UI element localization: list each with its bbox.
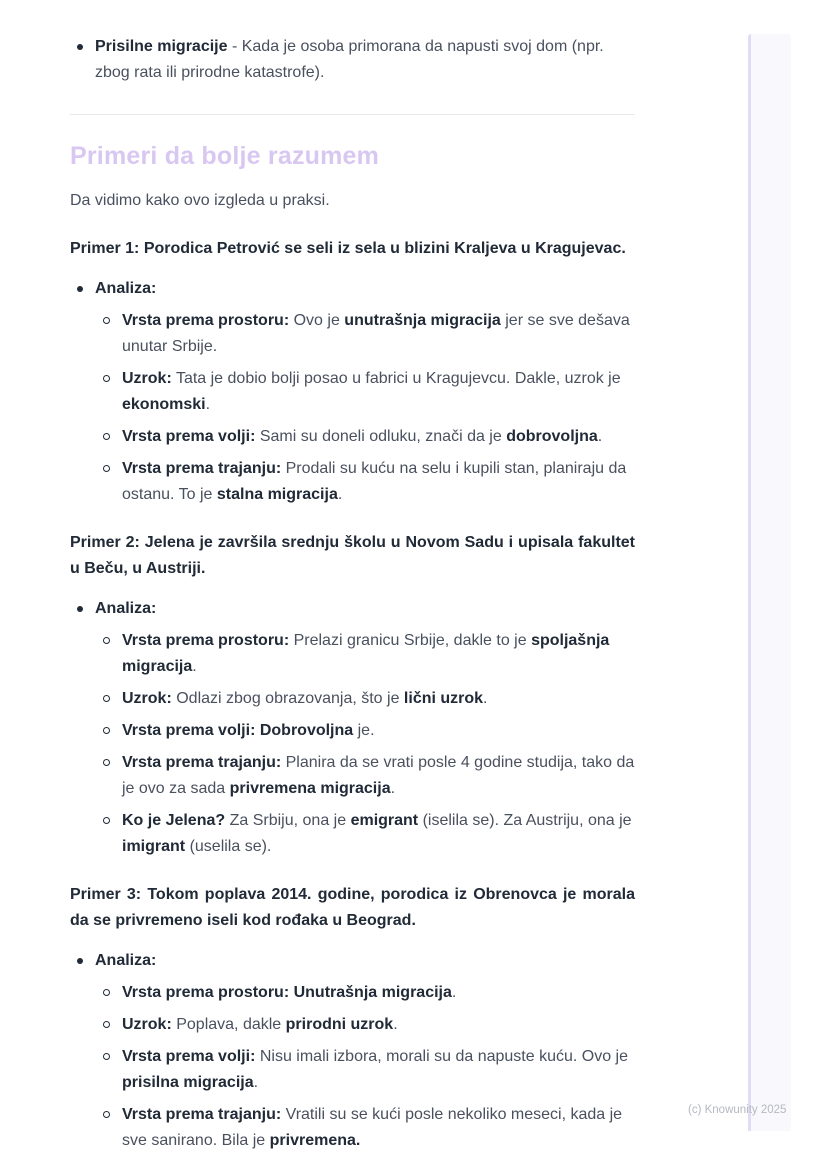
text: . — [205, 396, 211, 413]
divider — [70, 114, 635, 115]
bold-text: Uzrok: — [122, 370, 172, 387]
example-title-paragraph — [70, 236, 635, 262]
text: (uselila se). — [185, 838, 272, 855]
text: Prelazi granicu Srbije, dakle to je — [289, 632, 532, 649]
list-item — [70, 596, 635, 860]
bold-text: Uzrok: — [122, 690, 172, 707]
watermark: (c) Knowunity 2025 — [688, 1104, 787, 1116]
sub-bullet-list — [95, 308, 635, 508]
sub-list-item — [95, 1102, 635, 1154]
bold-text: unutrašnja migracija — [344, 312, 501, 329]
list-item — [70, 34, 635, 86]
bullet-list — [70, 948, 635, 1154]
list-item — [70, 948, 635, 1154]
sub-list-item — [95, 456, 635, 508]
bold-text: Primer 2: Jelena je završila srednju školu u Novom Sadu i upisala fakultet u Beču, u Austriji. — [70, 534, 635, 577]
sub-bullet-list — [95, 628, 635, 860]
text: jer se sve dešava unutar Srbije. — [122, 312, 630, 355]
bold-text: emigrant — [350, 812, 419, 829]
bold-text: spoljašnja migracija — [122, 632, 610, 675]
bold-text: Uzrok: — [122, 1016, 172, 1033]
bullet-list — [70, 596, 635, 860]
text: Za Srbiju, ona je — [225, 812, 351, 829]
bold-text: prisilna migracija — [122, 1074, 254, 1091]
sub-list-item — [95, 718, 635, 744]
bold-text: privremena. — [269, 1132, 361, 1149]
text: . — [597, 428, 603, 445]
text: . — [390, 780, 396, 797]
bold-text: Analiza: — [95, 600, 157, 617]
text: Prodali su kuću na selu i kupili stan, planiraju da ostanu. To je — [122, 460, 627, 503]
bold-text: Ko je Jelena? — [122, 812, 226, 829]
text: Ovo je — [289, 312, 345, 329]
text: Da vidimo kako ovo izgleda u praksi. — [70, 192, 330, 209]
bold-text: imigrant — [122, 838, 186, 855]
bold-text: Analiza: — [95, 280, 157, 297]
bold-text: Vrsta prema trajanju: — [122, 1106, 282, 1123]
text: (iselila se). Za Austriju, ona je — [418, 812, 632, 829]
bold-text: dobrovoljna — [506, 428, 598, 445]
text: Nisu imali izbora, morali su da napuste kuću. Ovo je — [255, 1048, 628, 1065]
bold-text: ekonomski — [122, 396, 206, 413]
bold-text: stalna migracija — [216, 486, 338, 503]
example-title-paragraph — [70, 530, 635, 582]
bold-text: Vrsta prema trajanju: — [122, 460, 282, 477]
bold-text: privremena migracija — [229, 780, 391, 797]
sub-list-item — [95, 308, 635, 360]
bold-text: Vrsta prema prostoru: Unutrašnja migracija — [122, 984, 452, 1001]
text: - Kada je osoba primorana da napusti svoj dom (npr. zbog rata ili prirodne katastrofe). — [95, 38, 604, 81]
text: . — [483, 690, 488, 707]
sub-list-item — [95, 980, 635, 1006]
bold-text: Prisilne migracije — [95, 38, 228, 55]
bullet-list — [70, 34, 635, 86]
bold-text: Vrsta prema prostoru: — [122, 312, 290, 329]
sub-list-item — [95, 750, 635, 802]
bold-text: Primer 1: Porodica Petrović se seli iz sela u blizini Kraljeva u Kragujevac. — [70, 240, 626, 257]
text: . — [393, 1016, 398, 1033]
bold-text: Vrsta prema volji: — [122, 428, 256, 445]
text: Planira da se vrati posle 4 godine studija, tako da je ovo za sada — [122, 754, 635, 797]
sub-list-item — [95, 1012, 635, 1038]
list-item — [70, 276, 635, 508]
bold-text: lični uzrok — [403, 690, 484, 707]
text: . — [192, 658, 197, 675]
bold-text: Analiza: — [95, 952, 157, 969]
bold-text: Vrsta prema volji: — [122, 1048, 256, 1065]
sub-list-item — [95, 1044, 635, 1096]
sub-bullet-list — [95, 980, 635, 1154]
text: Vratili su se kući posle nekoliko meseci, kada je sve sanirano. Bila je — [122, 1106, 623, 1149]
text: Poplava, dakle — [171, 1016, 286, 1033]
bold-text: Primer 3: Tokom poplava 2014. godine, porodica iz Obrenovca je morala da se privremeno iseli kod rođaka u Beograd. — [70, 886, 635, 929]
sub-list-item — [95, 808, 635, 860]
bold-text: Vrsta prema trajanju: — [122, 754, 282, 771]
paragraph — [70, 188, 635, 214]
bold-text: Vrsta prema volji: Dobrovoljna — [122, 722, 354, 739]
text: . — [337, 486, 343, 503]
text: Odlazi zbog obrazovanja, što je — [171, 690, 404, 707]
text: . — [451, 984, 457, 1001]
example-title-paragraph — [70, 882, 635, 934]
section-heading: Primeri da bolje razumem — [70, 142, 380, 170]
document-content — [70, 28, 635, 1168]
text: je. — [353, 722, 375, 739]
page-edge-strip — [748, 34, 791, 1131]
text: Sami su doneli odluku, znači da je — [255, 428, 507, 445]
bullet-list — [70, 276, 635, 508]
sub-list-item — [95, 366, 635, 418]
text: Tata je dobio bolji posao u fabrici u Kragujevcu. Dakle, uzrok je — [171, 370, 621, 387]
bold-text: prirodni uzrok — [285, 1016, 394, 1033]
text: . — [253, 1074, 259, 1091]
sub-list-item — [95, 686, 635, 712]
sub-list-item — [95, 424, 635, 450]
bold-text: Vrsta prema prostoru: — [122, 632, 290, 649]
sub-list-item — [95, 628, 635, 680]
